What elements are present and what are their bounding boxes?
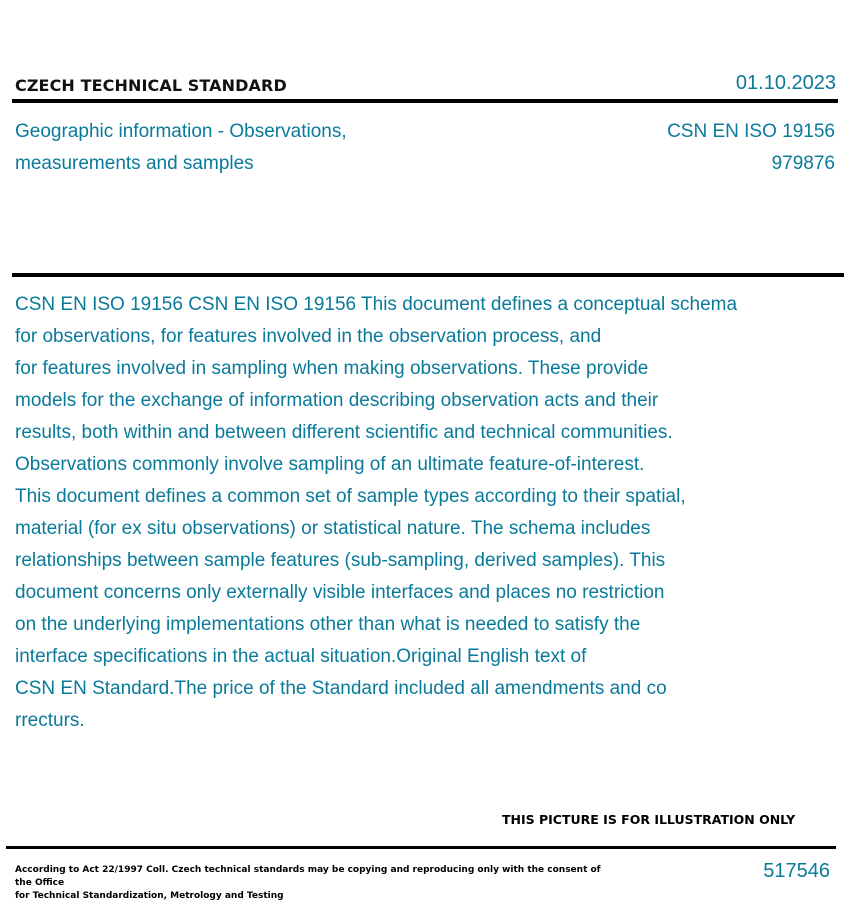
document-number: 517546 xyxy=(763,860,830,882)
subject-line-2: measurements and samples xyxy=(15,153,254,174)
header-rule xyxy=(12,99,838,103)
illustration-note: THIS PICTURE IS FOR ILLUSTRATION ONLY xyxy=(502,812,796,827)
standard-subject xyxy=(15,116,535,180)
section-rule xyxy=(12,273,844,277)
standard-description: CSN EN ISO 19156 CSN EN ISO 19156 This document defines a conceptual schema for observations, for features involved in the observation process, and for features involved in sampling when making observations. These provide models for the exchange of information describing observation acts and their results, both within and between different scientific and technical communities. Observations commonly involve sampling of an ultimate feature-of-interest. This document defines a common set of sample types according to their spatial, material (for ex situ observations) or statistical nature. The schema includes relationships between sample features (sub-sampling, derived samples). This document concerns only externally visible interfaces and places no restriction on the underlying implementations other than what is needed to satisfy the interface specifications in the actual situation.Original English text of CSN EN Standard.The price of the Standard included all amendments and co rrecturs. xyxy=(15,294,738,731)
legal-line-1: According to Act 22/1997 Coll. Czech technical standards may be copying and reproducing only with the consent of the Office xyxy=(15,865,601,888)
footer-rule xyxy=(6,846,836,849)
catalog-number: 979876 xyxy=(771,153,835,174)
standard-identifier xyxy=(667,116,835,180)
legal-notice xyxy=(15,864,615,903)
subject-line-1: Geographic information - Observations, xyxy=(15,121,347,142)
legal-line-2: for Technical Standardization, Metrology and Testing xyxy=(15,891,284,901)
document-type-title: CZECH TECHNICAL STANDARD xyxy=(15,76,287,95)
issue-date: 01.10.2023 xyxy=(735,72,836,94)
standard-code: CSN EN ISO 19156 xyxy=(667,121,835,142)
